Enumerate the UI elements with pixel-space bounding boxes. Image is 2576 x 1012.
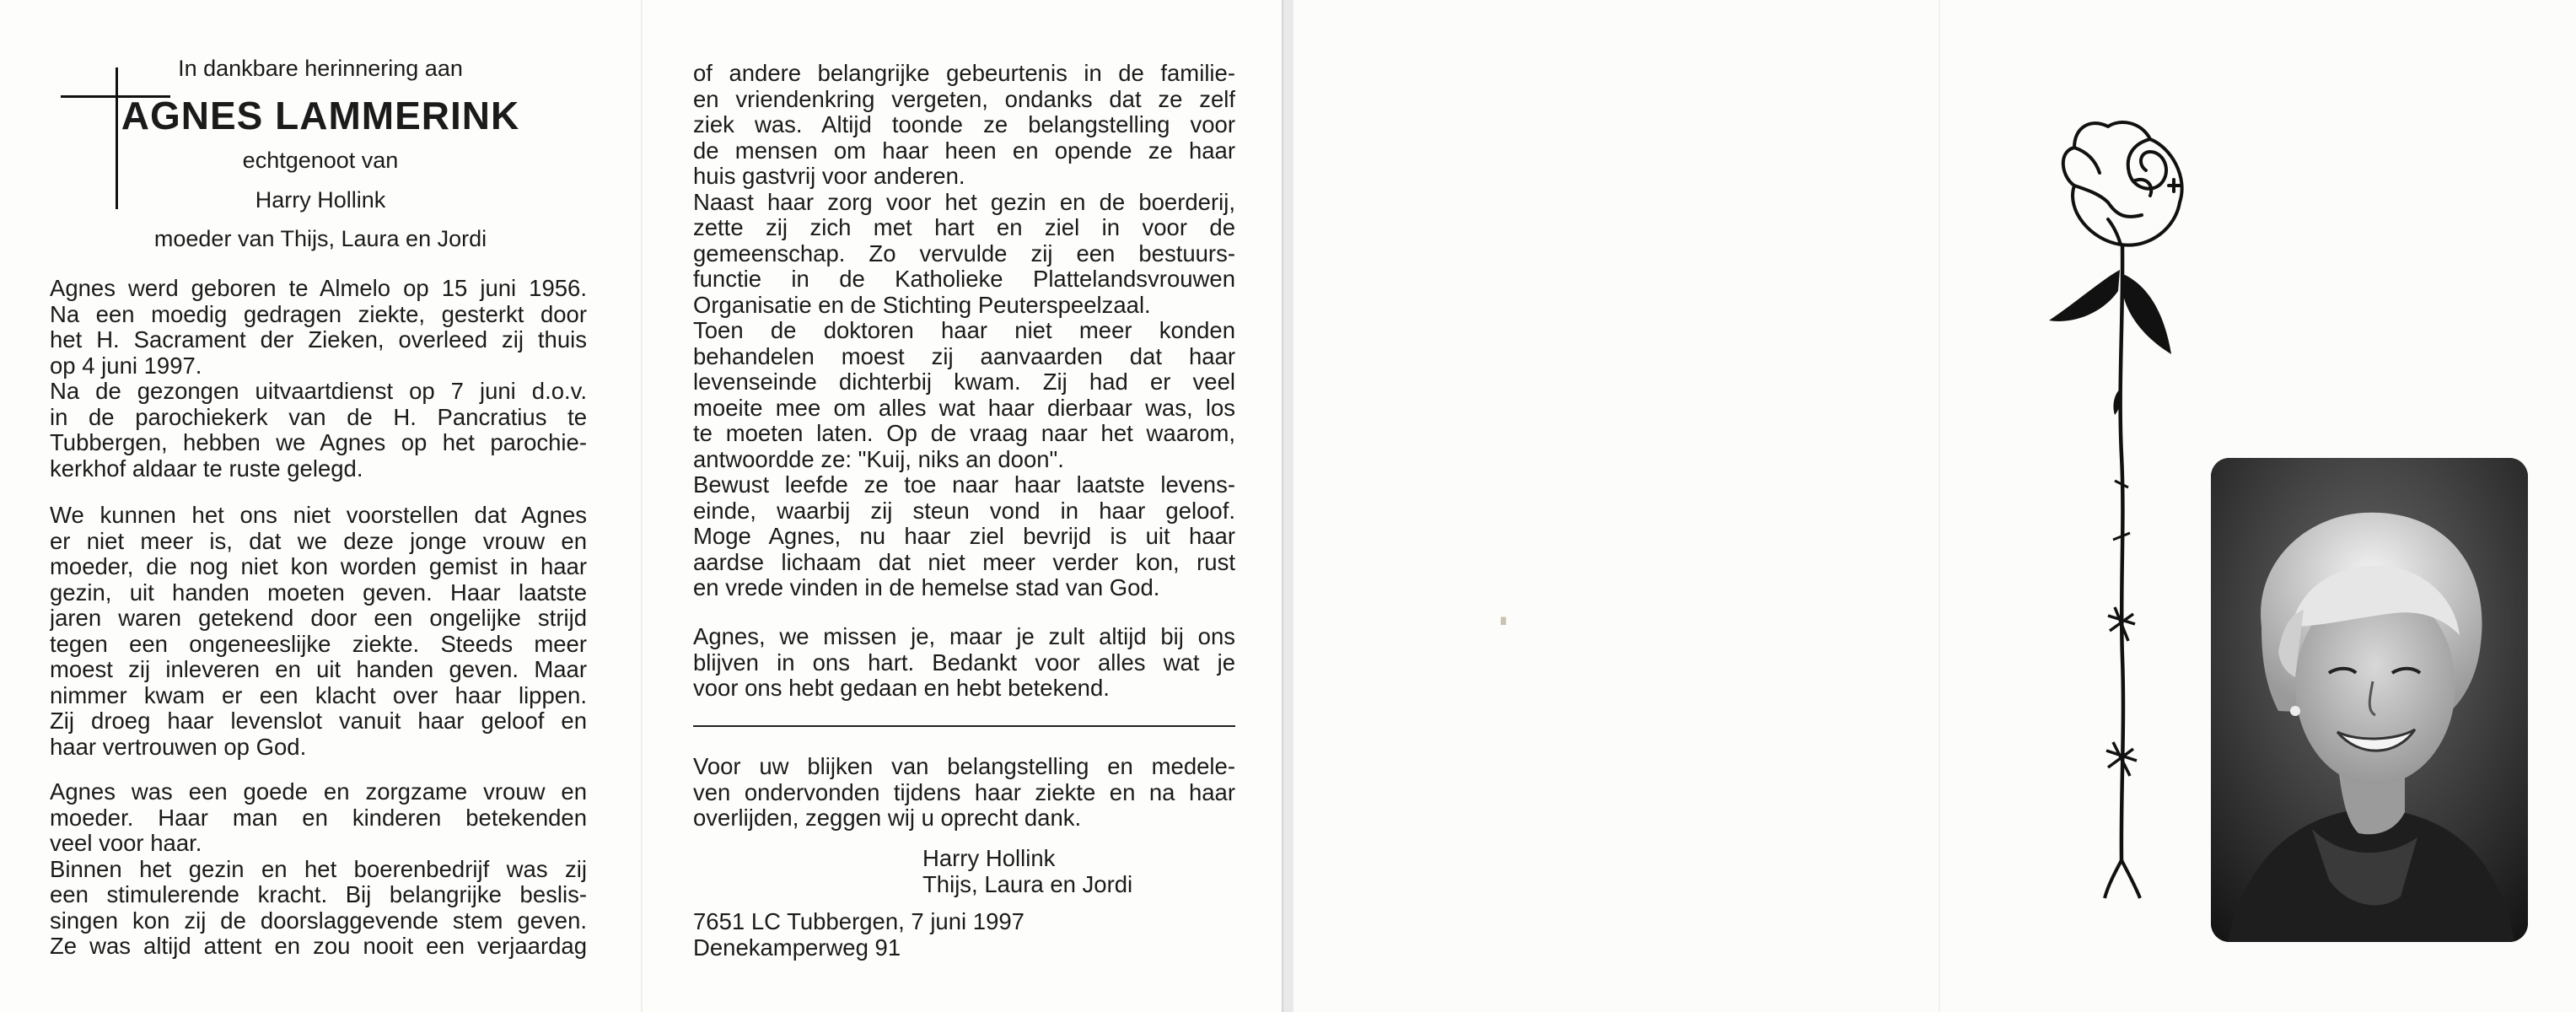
text-line: behandelen moest zij aanvaarden dat haar xyxy=(693,343,1235,369)
text-line: en vrede vinden in de hemelse stad van God. xyxy=(693,575,1160,600)
text-line: Ze was altijd attent en zou nooit een verjaardag xyxy=(50,934,587,959)
text-line: moeite mee om alles wat haar dierbaar was, los xyxy=(693,395,1235,421)
text-line: te moeten laten. Op de vraag naar het waarom, xyxy=(693,421,1235,446)
text-line: singen kon zij de doorslaggevende stem geven. xyxy=(50,907,587,934)
text-line: moeder, die nog niet kon worden gemist in haar xyxy=(50,554,587,579)
text-line: Binnen het gezin en het boerenbedrijf was zij xyxy=(50,856,587,882)
text-line: gemeenschap. Zo vervulde zij een bestuurs- xyxy=(693,240,1235,266)
text-line: moeder. Haar man en kinderen betekenden xyxy=(50,805,587,831)
deceased-name: AGNES LAMMERINK xyxy=(121,94,520,137)
text-line: ziek was. Altijd toonde ze belangstelling voor xyxy=(693,112,1235,137)
text-line: Agnes werd geboren te Almelo op 15 juni 1956. xyxy=(50,276,587,301)
address-place-date: 7651 LC Tubbergen, 7 juni 1997 xyxy=(693,908,1024,934)
text-line: Agnes was een goede en zorgzame vrouw en xyxy=(50,779,587,805)
text-line: overlijden, zeggen wij u oprecht dank. xyxy=(693,805,1082,831)
divider-rule xyxy=(693,725,1235,727)
text-line: haar vertrouwen op God. xyxy=(50,734,307,760)
text-line: blijven in ons hart. Bedankt voor alles wat je xyxy=(693,649,1235,676)
text-line: op 4 juni 1997. xyxy=(50,353,202,379)
text-line: of andere belangrijke gebeurtenis in de familie- xyxy=(693,61,1235,86)
text-line: voor ons hebt gedaan en hebt betekend. xyxy=(693,676,1110,701)
text-line: gezin, uit handen moeten geven. Haar laatste xyxy=(50,579,587,606)
address-street: Denekamperweg 91 xyxy=(693,934,901,961)
text-line: een stimulerende kracht. Bij belangrijke beslis- xyxy=(50,882,587,907)
signature-name: Harry Hollink xyxy=(922,845,1056,871)
header-remembrance: In dankbare herinnering aan xyxy=(178,56,463,81)
text-line: einde, waarbij zij steun vond in haar geloof. xyxy=(693,498,1235,524)
text-line: ven ondervonden tijdens haar ziekte en na haar xyxy=(693,779,1235,805)
rose-icon xyxy=(2024,101,2209,911)
text-line: het H. Sacrament der Zieken, overleed zij thuis xyxy=(50,327,587,353)
text-line: tegen een ongeneeslijke ziekte. Steeds meer xyxy=(50,631,587,657)
header-spouse-name: Harry Hollink xyxy=(255,187,386,213)
text-line: functie in de Katholieke Plattelandsvrouwen xyxy=(693,266,1235,292)
text-line: huis gastvrij voor anderen. xyxy=(693,164,965,189)
left-paragraph-memories xyxy=(50,503,587,760)
text-line: Moge Agnes, nu haar ziel bevrijd is uit haar xyxy=(693,524,1235,549)
portrait-illustration xyxy=(2211,458,2528,942)
text-line: Voor uw blijken van belangstelling en medele- xyxy=(693,754,1235,779)
text-line: de mensen om haar heen en opende ze haar xyxy=(693,137,1235,164)
left-paragraph-birth-death xyxy=(50,276,587,482)
text-line: Toen de doktoren haar niet meer konden xyxy=(693,318,1235,343)
fold-line xyxy=(1939,0,1940,1012)
header-spouse-label: echtgenoot van xyxy=(242,148,399,173)
text-line: Tubbergen, hebben we Agnes op het parochie- xyxy=(50,430,587,455)
middle-paragraph-thanks xyxy=(693,754,1235,832)
text-line: Naast haar zorg voor het gezin en de boerderij, xyxy=(693,189,1235,215)
header-children: moeder van Thijs, Laura en Jordi xyxy=(153,226,487,251)
text-line: moest zij inleveren en uit handen geven. Maar xyxy=(50,657,587,682)
text-line: jaren waren getekend door een ongelijke strijd xyxy=(50,606,587,631)
text-line: kerkhof aldaar te ruste gelegd. xyxy=(50,455,363,482)
text-line: er niet meer is, dat we deze jonge vrouw en xyxy=(50,528,587,554)
text-line: en vriendenkring vergeten, ondanks dat ze zelf xyxy=(693,86,1235,112)
text-line: zette zij zich met hart en ziel in voor de xyxy=(693,215,1235,240)
middle-paragraph-missing xyxy=(693,624,1235,702)
text-line: We kunnen het ons niet voorstellen dat Agnes xyxy=(50,503,587,528)
text-line: Na een moedig gedragen ziekte, gesterkt door xyxy=(50,301,587,327)
middle-paragraph-life xyxy=(693,61,1235,601)
text-line: Zij droeg haar levenslot vanuit haar geloof en xyxy=(50,708,587,734)
text-line: veel voor haar. xyxy=(50,831,202,856)
text-line: Na de gezongen uitvaartdienst op 7 juni d.o.v. xyxy=(50,379,587,404)
text-line: aardse lichaam dat niet meer verder kon, rust xyxy=(693,549,1235,575)
text-line: Organisatie en de Stichting Peuterspeelzaal. xyxy=(693,292,1151,318)
signature-children: Thijs, Laura en Jordi xyxy=(922,871,1133,897)
text-line: Agnes, we missen je, maar je zult altijd bij ons xyxy=(693,624,1235,649)
text-line: Bewust leefde ze toe naar haar laatste levens- xyxy=(693,472,1235,498)
left-paragraph-family xyxy=(50,779,587,960)
portrait-photo xyxy=(2211,458,2528,942)
text-line: in de parochiekerk van de H. Pancratius te xyxy=(50,404,587,430)
text-line: levenseinde dichterbij kwam. Zij had er veel xyxy=(693,369,1235,395)
text-line: nimmer kwam er een klacht over haar lippen. xyxy=(50,682,587,708)
text-line: antwoordde ze: "Kuij, niks an doon". xyxy=(693,446,1064,472)
fold-line xyxy=(641,0,643,1012)
paper-speck: ▖ xyxy=(1501,611,1512,625)
